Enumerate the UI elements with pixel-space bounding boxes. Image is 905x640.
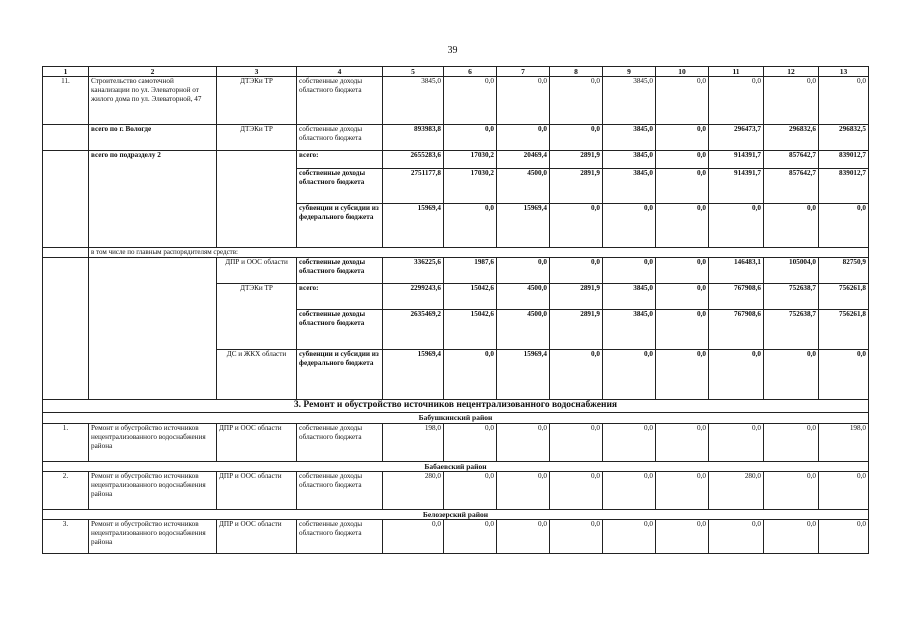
measure-name: Ремонт и обустройство источников нецентрализованного водоснабжения района (89, 471, 217, 509)
value-cell: 0,0 (550, 258, 603, 284)
value-cell: 198,0 (383, 423, 444, 461)
value-cell: 0,0 (603, 520, 656, 554)
col-header: 7 (497, 67, 550, 77)
value-cell: 0,0 (656, 77, 709, 125)
value-cell: 0,0 (603, 204, 656, 248)
value-cell: 3845,0 (383, 77, 444, 125)
value-cell: 0,0 (497, 77, 550, 125)
value-cell: 0,0 (550, 77, 603, 125)
value-cell: 752638,7 (764, 310, 819, 350)
value-cell: 0,0 (550, 350, 603, 400)
value-cell: 3845,0 (603, 284, 656, 310)
value-cell: 0,0 (656, 258, 709, 284)
value-cell: 0,0 (603, 471, 656, 509)
total-label: всего по подразделу 2 (89, 151, 217, 248)
value-cell: 20469,4 (497, 151, 550, 169)
value-cell: 0,0 (444, 350, 497, 400)
value-cell: 0,0 (656, 350, 709, 400)
budget-table-container (42, 66, 868, 554)
value-cell: 15969,4 (383, 204, 444, 248)
value-cell: 15969,4 (497, 204, 550, 248)
column-number-row (43, 67, 869, 77)
row-number: 1. (43, 423, 89, 461)
value-cell: 0,0 (497, 520, 550, 554)
value-cell: 0,0 (709, 423, 764, 461)
value-cell: 0,0 (550, 423, 603, 461)
table-row (43, 77, 869, 125)
value-cell: 0,0 (444, 520, 497, 554)
value-cell: 767908,6 (709, 310, 764, 350)
value-cell: 0,0 (550, 471, 603, 509)
value-cell: 2891,9 (550, 310, 603, 350)
value-cell: 0,0 (656, 125, 709, 151)
col-header: 1 (43, 67, 89, 77)
measure-name: Строительство самотечной канализации по ул. Элеваторной от жилого дома по ул. Элеваторной, 47 (89, 77, 217, 125)
value-cell: 0,0 (497, 125, 550, 151)
section-title-row (43, 400, 869, 413)
row-number: 3. (43, 520, 89, 554)
measure-name: Ремонт и обустройство источников нецентрализованного водоснабжения района (89, 423, 217, 461)
col-header: 8 (550, 67, 603, 77)
value-cell: 0,0 (656, 151, 709, 169)
funding-source: собственные доходы областного бюджета (297, 77, 383, 125)
district-row (43, 413, 869, 423)
col-header: 9 (603, 67, 656, 77)
value-cell: 914391,7 (709, 169, 764, 204)
value-cell: 0,0 (764, 471, 819, 509)
value-cell: 0,0 (764, 204, 819, 248)
value-cell: 3845,0 (603, 77, 656, 125)
value-cell: 4500,0 (497, 169, 550, 204)
executor: ДПР и ООС области (217, 471, 297, 509)
value-cell: 0,0 (656, 520, 709, 554)
value-cell: 2655283,6 (383, 151, 444, 169)
value-cell: 0,0 (764, 77, 819, 125)
funding-source: субвенции и субсидии из федерального бюджета (297, 204, 383, 248)
value-cell: 0,0 (819, 77, 869, 125)
value-cell: 0,0 (550, 204, 603, 248)
value-cell: 0,0 (656, 204, 709, 248)
value-cell: 17030,2 (444, 169, 497, 204)
value-cell: 0,0 (444, 471, 497, 509)
value-cell: 105004,0 (764, 258, 819, 284)
page-number: 39 (447, 45, 458, 56)
value-cell: 0,0 (764, 423, 819, 461)
col-header: 10 (656, 67, 709, 77)
funding-source: всего: (297, 151, 383, 169)
funding-source: собственные доходы областного бюджета (297, 520, 383, 554)
value-cell: 198,0 (819, 423, 869, 461)
value-cell: 0,0 (444, 204, 497, 248)
row-number: 11. (43, 77, 89, 125)
value-cell: 1987,6 (444, 258, 497, 284)
total-label: всего по г. Вологде (89, 125, 217, 151)
value-cell: 15042,6 (444, 284, 497, 310)
value-cell: 0,0 (764, 350, 819, 400)
value-cell: 0,0 (497, 423, 550, 461)
col-header: 13 (819, 67, 869, 77)
col-header: 6 (444, 67, 497, 77)
note-row (43, 248, 869, 258)
measure-name: Ремонт и обустройство источников нецентрализованного водоснабжения района (89, 520, 217, 554)
value-cell: 0,0 (819, 350, 869, 400)
section-title: 3. Ремонт и обустройство источников нецентрализованного водоснабжения (43, 400, 869, 413)
value-cell: 0,0 (550, 520, 603, 554)
value-cell: 82750,9 (819, 258, 869, 284)
value-cell: 296473,7 (709, 125, 764, 151)
funding-source: собственные доходы областного бюджета (297, 258, 383, 284)
value-cell: 336225,6 (383, 258, 444, 284)
value-cell: 0,0 (603, 350, 656, 400)
value-cell: 2891,9 (550, 151, 603, 169)
value-cell: 0,0 (709, 520, 764, 554)
value-cell: 146483,1 (709, 258, 764, 284)
row-number: 2. (43, 471, 89, 509)
funding-source: собственные доходы областного бюджета (297, 310, 383, 350)
value-cell: 280,0 (709, 471, 764, 509)
value-cell: 4500,0 (497, 310, 550, 350)
district-name: Белозерский район (43, 509, 869, 519)
value-cell: 0,0 (603, 423, 656, 461)
col-header: 12 (764, 67, 819, 77)
col-header: 4 (297, 67, 383, 77)
value-cell: 857642,7 (764, 169, 819, 204)
value-cell: 2891,9 (550, 169, 603, 204)
table-row (43, 520, 869, 554)
value-cell: 0,0 (444, 423, 497, 461)
measure-name (89, 258, 217, 400)
value-cell: 756261,8 (819, 284, 869, 310)
total-row (43, 151, 869, 169)
funding-source: всего: (297, 284, 383, 310)
value-cell: 0,0 (603, 258, 656, 284)
value-cell: 857642,7 (764, 151, 819, 169)
value-cell: 0,0 (764, 520, 819, 554)
value-cell: 3845,0 (603, 151, 656, 169)
row-number (43, 248, 89, 258)
value-cell: 752638,7 (764, 284, 819, 310)
value-cell: 4500,0 (497, 284, 550, 310)
value-cell: 0,0 (497, 258, 550, 284)
budget-table (42, 66, 869, 554)
managers-note: в том числе по главным распорядителям средств: (89, 248, 869, 258)
executor: ДПР и ООС области (217, 520, 297, 554)
executor: ДПР и ООС области (217, 423, 297, 461)
district-name: Бабушкинский район (43, 413, 869, 423)
value-cell: 0,0 (819, 471, 869, 509)
funding-source: собственные доходы областного бюджета (297, 169, 383, 204)
value-cell: 3845,0 (603, 169, 656, 204)
value-cell: 0,0 (383, 520, 444, 554)
value-cell: 296832,5 (819, 125, 869, 151)
col-header: 11 (709, 67, 764, 77)
value-cell: 0,0 (709, 350, 764, 400)
value-cell: 0,0 (819, 204, 869, 248)
value-cell: 0,0 (656, 284, 709, 310)
row-number (43, 258, 89, 400)
value-cell: 0,0 (656, 169, 709, 204)
value-cell: 2635469,2 (383, 310, 444, 350)
value-cell: 0,0 (819, 520, 869, 554)
value-cell: 893983,8 (383, 125, 444, 151)
value-cell: 0,0 (497, 471, 550, 509)
value-cell: 15969,4 (497, 350, 550, 400)
total-row (43, 125, 869, 151)
value-cell: 767908,6 (709, 284, 764, 310)
value-cell: 3845,0 (603, 310, 656, 350)
col-header: 5 (383, 67, 444, 77)
value-cell: 15969,4 (383, 350, 444, 400)
value-cell: 2299243,6 (383, 284, 444, 310)
district-row (43, 461, 869, 471)
executor: ДТЭКи ТР (217, 125, 297, 151)
value-cell: 0,0 (656, 310, 709, 350)
executor: ДТЭКи ТР (217, 77, 297, 125)
value-cell: 0,0 (709, 77, 764, 125)
value-cell: 0,0 (656, 471, 709, 509)
value-cell: 0,0 (709, 204, 764, 248)
value-cell: 280,0 (383, 471, 444, 509)
value-cell: 0,0 (444, 125, 497, 151)
value-cell: 17030,2 (444, 151, 497, 169)
value-cell: 756261,8 (819, 310, 869, 350)
funding-source: собственные доходы областного бюджета (297, 423, 383, 461)
col-header: 2 (89, 67, 217, 77)
value-cell: 839012,7 (819, 169, 869, 204)
funding-source: собственные доходы областного бюджета (297, 471, 383, 509)
value-cell: 0,0 (550, 125, 603, 151)
executor (217, 151, 297, 248)
col-header: 3 (217, 67, 297, 77)
row-number (43, 151, 89, 248)
funding-source: субвенции и субсидии из федерального бюджета (297, 350, 383, 400)
value-cell: 914391,7 (709, 151, 764, 169)
district-name: Бабаевский район (43, 461, 869, 471)
value-cell: 0,0 (656, 423, 709, 461)
value-cell: 2751177,8 (383, 169, 444, 204)
value-cell: 15042,6 (444, 310, 497, 350)
table-row (43, 471, 869, 509)
funding-source: собственные доходы областного бюджета (297, 125, 383, 151)
district-row (43, 509, 869, 519)
value-cell: 0,0 (444, 77, 497, 125)
value-cell: 3845,0 (603, 125, 656, 151)
executor: ДС и ЖКХ области (217, 350, 297, 400)
table-row (43, 258, 869, 284)
executor: ДПР и ООС области (217, 258, 297, 284)
row-number (43, 125, 89, 151)
value-cell: 2891,9 (550, 284, 603, 310)
executor: ДТЭКи ТР (217, 284, 297, 350)
table-row (43, 423, 869, 461)
value-cell: 839012,7 (819, 151, 869, 169)
value-cell: 296832,6 (764, 125, 819, 151)
